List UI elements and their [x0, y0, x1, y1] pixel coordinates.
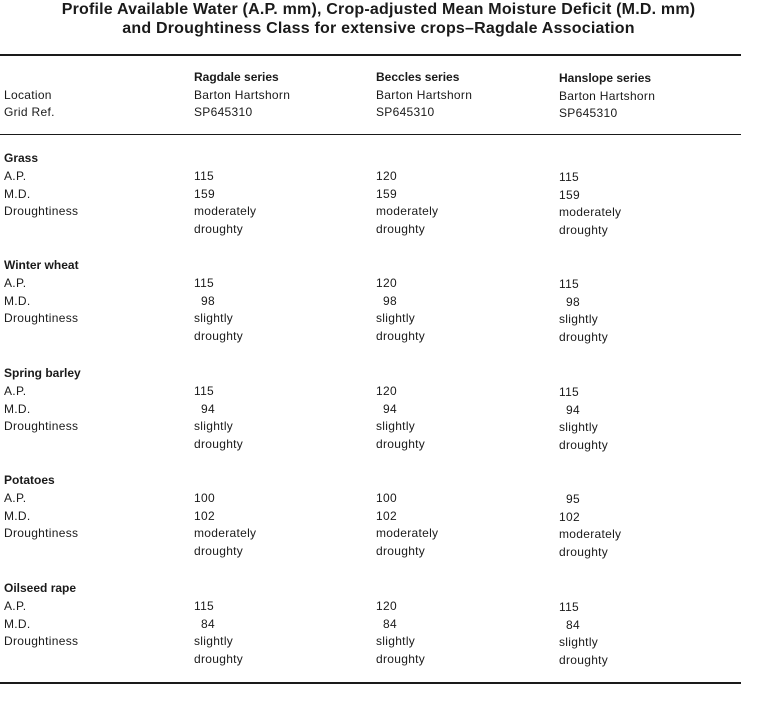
column-header-gridref: SP645310 — [376, 105, 435, 119]
droughtiness-class-value: moderately — [559, 205, 622, 220]
moisture-deficit-value: 102 — [376, 508, 397, 523]
available-water-value: 115 — [194, 275, 215, 290]
droughtiness-class-cont-value: droughty — [559, 438, 609, 453]
droughtiness-class-label: Droughtiness — [4, 526, 79, 541]
column-header-location: Barton Hartshorn — [194, 88, 291, 102]
column-header-gridref: SP645310 — [559, 106, 618, 120]
available-water-value: 115 — [559, 276, 580, 291]
droughtiness-class-value: slightly — [559, 635, 599, 650]
column-header-series: Ragdale series — [194, 70, 279, 84]
droughtiness-class-value: moderately — [194, 526, 257, 541]
available-water-value: 120 — [376, 383, 397, 398]
moisture-deficit-value: 94 — [201, 401, 215, 416]
moisture-deficit-value: 98 — [201, 293, 215, 308]
crop-heading: Oilseed rape — [4, 581, 77, 595]
moisture-deficit-value: 84 — [383, 616, 397, 631]
droughtiness-class-label: Droughtiness — [4, 419, 79, 434]
droughtiness-class-cont-value: droughty — [376, 544, 426, 559]
available-water-label: A.P. — [4, 275, 27, 290]
bottom-rule — [0, 682, 741, 684]
droughtiness-class-value: moderately — [559, 527, 622, 542]
droughtiness-class-cont-value: droughty — [559, 653, 609, 668]
available-water-value: 115 — [194, 168, 215, 183]
droughtiness-class-value: slightly — [376, 311, 416, 326]
column-header-series: Beccles series — [376, 70, 460, 84]
header-gridref-label: Grid Ref. — [4, 105, 55, 119]
top-rule — [0, 54, 741, 56]
title-line-2: and Droughtiness Class for extensive crops–Ragdale Association — [122, 20, 635, 37]
available-water-value: 100 — [376, 490, 397, 505]
available-water-value: 115 — [194, 598, 215, 613]
available-water-label: A.P. — [4, 383, 27, 398]
moisture-deficit-value: 102 — [194, 508, 215, 523]
moisture-deficit-value: 159 — [376, 186, 397, 201]
droughtiness-class-value: slightly — [559, 312, 599, 327]
available-water-label: A.P. — [4, 598, 27, 613]
droughtiness-class-cont-value: droughty — [376, 437, 426, 452]
droughtiness-class-value: slightly — [376, 634, 416, 649]
available-water-value: 115 — [559, 599, 580, 614]
moisture-deficit-value: 159 — [194, 186, 215, 201]
column-header-location: Barton Hartshorn — [376, 88, 473, 102]
column-header-location: Barton Hartshorn — [559, 89, 656, 103]
droughtiness-class-cont-value: droughty — [194, 329, 244, 344]
moisture-deficit-label: M.D. — [4, 616, 31, 631]
droughtiness-class-cont-value: droughty — [376, 329, 426, 344]
title-line-1: Profile Available Water (A.P. mm), Crop-adjusted Mean Moisture Deficit (M.D. mm) — [61, 1, 696, 18]
moisture-deficit-label: M.D. — [4, 401, 31, 416]
available-water-value: 115 — [559, 169, 580, 184]
table-title — [0, 0, 757, 38]
droughtiness-class-value: slightly — [194, 311, 234, 326]
available-water-value: 120 — [376, 168, 397, 183]
available-water-value: 120 — [376, 598, 397, 613]
droughtiness-class-label: Droughtiness — [4, 634, 79, 649]
header-rule — [0, 134, 741, 135]
droughtiness-class-cont-value: droughty — [194, 437, 244, 452]
moisture-deficit-value: 84 — [201, 616, 215, 631]
moisture-deficit-label: M.D. — [4, 293, 31, 308]
droughtiness-class-cont-value: droughty — [194, 544, 244, 559]
available-water-label: A.P. — [4, 490, 27, 505]
available-water-value: 95 — [566, 491, 580, 506]
droughtiness-class-cont-value: droughty — [376, 652, 426, 667]
droughtiness-class-value: slightly — [194, 634, 234, 649]
droughtiness-class-value: slightly — [376, 419, 416, 434]
available-water-value: 100 — [194, 490, 215, 505]
droughtiness-class-value: moderately — [194, 204, 257, 219]
droughtiness-class-cont-value: droughty — [194, 652, 244, 667]
header-location-label: Location — [4, 88, 52, 102]
crop-heading: Spring barley — [4, 366, 81, 380]
crop-heading: Grass — [4, 151, 39, 165]
moisture-deficit-value: 98 — [383, 293, 397, 308]
droughtiness-class-cont-value: droughty — [559, 545, 609, 560]
moisture-deficit-value: 102 — [559, 509, 580, 524]
moisture-deficit-value: 159 — [559, 187, 580, 202]
available-water-value: 120 — [376, 275, 397, 290]
column-header-gridref: SP645310 — [194, 105, 253, 119]
crop-heading: Potatoes — [4, 473, 55, 487]
droughtiness-class-value: slightly — [194, 419, 234, 434]
moisture-deficit-value: 94 — [383, 401, 397, 416]
available-water-label: A.P. — [4, 168, 27, 183]
droughtiness-class-value: moderately — [376, 204, 439, 219]
moisture-deficit-value: 84 — [566, 617, 580, 632]
moisture-deficit-label: M.D. — [4, 508, 31, 523]
droughtiness-class-cont-value: droughty — [194, 222, 244, 237]
droughtiness-class-cont-value: droughty — [559, 223, 609, 238]
droughtiness-class-cont-value: droughty — [559, 330, 609, 345]
droughtiness-class-cont-value: droughty — [376, 222, 426, 237]
crop-heading: Winter wheat — [4, 258, 79, 272]
droughtiness-class-label: Droughtiness — [4, 204, 79, 219]
droughtiness-class-value: slightly — [559, 420, 599, 435]
moisture-deficit-value: 94 — [566, 402, 580, 417]
available-water-value: 115 — [559, 384, 580, 399]
moisture-deficit-label: M.D. — [4, 186, 31, 201]
droughtiness-class-value: moderately — [376, 526, 439, 541]
column-header-series: Hanslope series — [559, 71, 652, 85]
available-water-value: 115 — [194, 383, 215, 398]
moisture-deficit-value: 98 — [566, 294, 580, 309]
droughtiness-class-label: Droughtiness — [4, 311, 79, 326]
